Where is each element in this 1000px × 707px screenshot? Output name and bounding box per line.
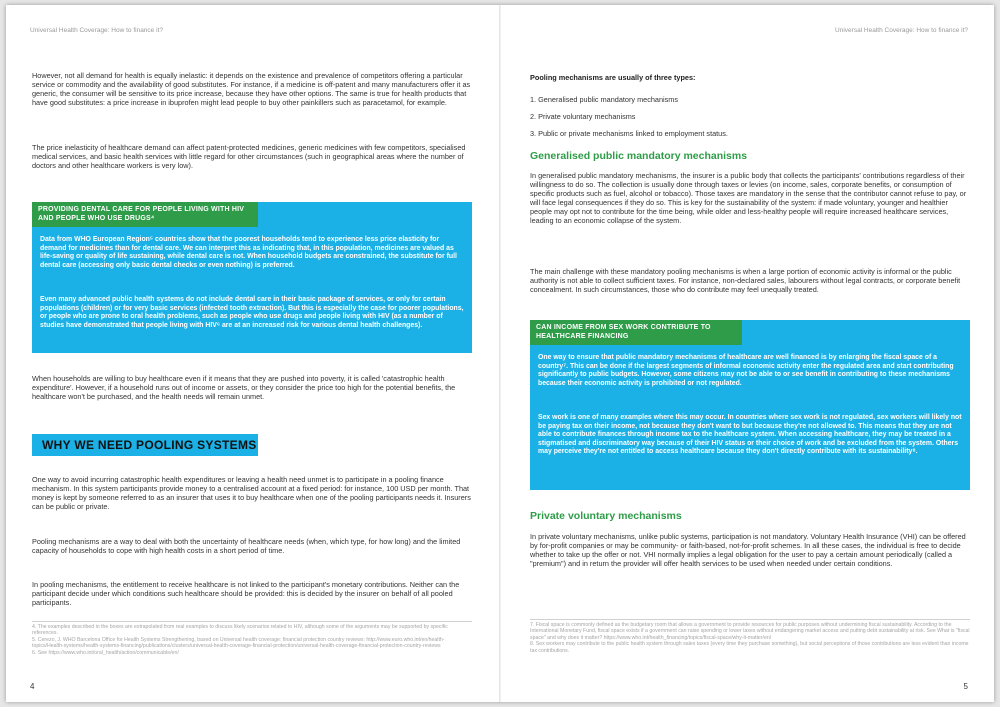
sex-work-box-title: CAN INCOME FROM SEX WORK CONTRIBUTE TO HEALTHCARE FINANCING <box>530 320 742 345</box>
intro-paragraph-1: However, not all demand for health is equally inelastic: it depends on the existence and prevalence of competitors offering a particular service or commodity and the availability of good substitutes. For instance, if a medicine is off-patent and many manufacturers offer it as generic, the consumer will be sensitive to its price increase, because they have other options. The same is true for health products that have good substitutes: a price increase in ibuprofen might lead people to buy other painkillers such as paracetamol, for example. <box>32 71 471 108</box>
list-item: 3. Public or private mechanisms linked to employment status. <box>530 129 728 138</box>
document-spread <box>6 5 994 702</box>
right-footnotes: 7. Fiscal space is commonly defined as the budgetary room that allows a government to provide resources for public purposes without undermining fiscal sustainability. According to the International Monetary Fund, fiscal space exists if a government can raise spending or lower taxes without endangering market access and putting debt sustainability at risk. See What is "fiscal space" and why does it matter? https://www.who.int/health_financing/topics/fiscal-space/why-it-matter/en/ 8. Sex workers may contribute to the public health system through sales taxes (every time they purchase something), but social perceptions of those contributions are less evident than income tax contributions. <box>530 622 970 654</box>
list-item: 1. Generalised public mandatory mechanisms <box>530 95 679 104</box>
footnote-divider <box>32 621 472 622</box>
list-item: 2. Private voluntary mechanisms <box>530 112 636 121</box>
intro-paragraph-2: The price inelasticity of healthcare demand can affect patent-protected medicines, generic medicines with few competitors, specialised medical services, and basic health services with little regard for other circumstances (such in geographical areas where the number of doctors and other healthcare workers is very low). <box>32 143 466 171</box>
running-title: Universal Health Coverage: How to finance it? <box>30 27 163 34</box>
left-footnotes: 4. The examples described in the boxes are extrapolated from real examples to discuss likely scenarios related to HIV, although some of the arguments may be supported by specific references. 5. Cerezo, J. WHO Barcelona Office for Health Systems Strengthening, based on Universal health coverage: financial protection country reviews: http://www.euro.who.int/en/health-topics/Health-systems/health-systems-financing/publications/clusters/universal-health-coverage-financial-protection/universal-health-coverage-financial-protection-country-reviews 6. See https://www.who.int/oral_health/action/communicable/en/ <box>32 624 448 656</box>
public-mandatory-paragraph-2: The main challenge with these mandatory pooling mechanisms is when a large portion of economic activity is informal or the public authority is not able to collect sufficient taxes. For instance, non-declared sales, labourers without legal contracts, or corporate benefit concealment. In such circumstances, those who do contribute may feel unequally treated. <box>530 267 961 295</box>
page-number: 5 <box>963 682 968 691</box>
pooling-paragraph-3: In pooling mechanisms, the entitlement to receive healthcare is not linked to the participant's monetary contributions. Neither can the participant decide under which conditions such healthcare should be provided: this is decided by the insurer on behalf of all pooled participants. <box>32 580 460 608</box>
sex-work-box-paragraph-1: One way to ensure that public mandatory mechanisms of healthcare are well financed is by enlarging the fiscal space of a country⁷. This can be done if the largest segments of informal economic activity enter the regulated area and start contributing significantly to public budgets. However, some citizens may not be able to or see benefit in contributing to these mechanisms because their economic activity is prohibited or not regulated. <box>538 354 954 387</box>
left-page <box>6 5 500 702</box>
right-page <box>500 5 994 702</box>
catastrophic-expenditure-paragraph: When households are willing to buy healthcare even if it means that they are pushed into poverty, it is called 'catastrophic health expenditure'. However, if a household runs out of income or assets, or they consider the price too high for the potential benefits, the healthcare won't be purchased, and the health needs will remain unmet. <box>32 374 456 402</box>
pooling-types-heading: Pooling mechanisms are usually of three types: <box>530 73 696 82</box>
subheading-public-mandatory: Generalised public mandatory mechanisms <box>530 150 748 162</box>
footnote-divider <box>530 619 970 620</box>
section-heading: WHY WE NEED POOLING SYSTEMS <box>42 438 257 452</box>
sex-work-box <box>530 320 970 490</box>
page-number: 4 <box>30 682 35 691</box>
sex-work-box-paragraph-2: Sex work is one of many examples where this may occur. In countries where sex work is not regulated, sex workers will likely not be paying tax on their income, not because they don't want to but because they're not allowed to. This means that they are not able to contribute finances through income tax to the healthcare system. When accessing healthcare, they may be treated in a stigmatised and discriminatory way because of their HIV status or their choice of work and be excluded from the system. Others may perceive they're not entitled to access healthcare because they don't directly contribute with its sustainability⁸. <box>538 414 962 455</box>
dental-care-box-paragraph-2: Even many advanced public health systems do not include dental care in their basic package of services, or only for certain populations (children) or for very basic services (infected tooth extraction). But this is especially the case for poorer populations, or people who are prone to oral health problems, such as people who use drugs and people living with HIV (as a number of studies have demonstrated that people living with HIV⁶ are at an increased risk for various dental health challenges). <box>40 296 464 329</box>
pooling-paragraph-2: Pooling mechanisms are a way to deal with both the uncertainty of healthcare needs (when, which type, for how long) and the limited capacity of households to cope with high health costs in a short period of time. <box>32 537 461 556</box>
pooling-paragraph-1: One way to avoid incurring catastrophic health expenditures or leaving a health need unmet is to participate in a pooling finance mechanism. In this system participants provide money to a centralised account at a fixed period: for instance, 100 USD per month. That money is kept by someone referred to as an insurer that uses it to buy healthcare when one of the pooling participants needs it. Insurers can be public or private. <box>32 475 471 512</box>
dental-care-box <box>32 202 472 353</box>
subheading-private-voluntary: Private voluntary mechanisms <box>530 510 682 522</box>
dental-care-box-paragraph-1: Data from WHO European Region⁵ countries show that the poorest households tend to experience less price elasticity for demand for medicines than for dental care. We can interpret this as indicating that, in this population, medicines are valued as life-saving or quality of life sustaining, while dental care is not. When household budgets are constrained, the substitute for full dental care (accessing only basic dental checks or even nothing) is preferred. <box>40 236 457 269</box>
running-title: Universal Health Coverage: How to finance it? <box>835 27 968 34</box>
dental-care-box-title: PROVIDING DENTAL CARE FOR PEOPLE LIVING WITH HIV AND PEOPLE WHO USE DRUGS⁴ <box>32 202 258 227</box>
private-voluntary-paragraph: In private voluntary mechanisms, unlike public systems, participation is not mandatory. Voluntary Health Insurance (VHI) can be offered by for-profit companies or may be community- or faith-based, not-for-profit schemes. In all these cases, the individual is free to decide whether to take up the offer or not. VHI normally implies a legal obligation for the user to pay a certain amount periodically (called a "premium") and in return the provider will offer health services to be used when needed under certain conditions. <box>530 532 966 569</box>
public-mandatory-paragraph-1: In generalised public mandatory mechanisms, the insurer is a public body that collects the participants' contributions regardless of their willingness to do so. The collection is usually done through taxes or levies (on income, sales, corporate benefits, or consumption of specific products such as fuel, alcohol or tobacco). Those taxes are mandatory in the sense that the contributor cannot refuse to pay, or will face legal consequences if they do so. This is key for the sustainability of the system: if made voluntary, younger and healthier people may opt not to contribute for the time being, while older and less-healthy people will require increased healthcare services, leading to an economic collapse of the system. <box>530 171 967 226</box>
